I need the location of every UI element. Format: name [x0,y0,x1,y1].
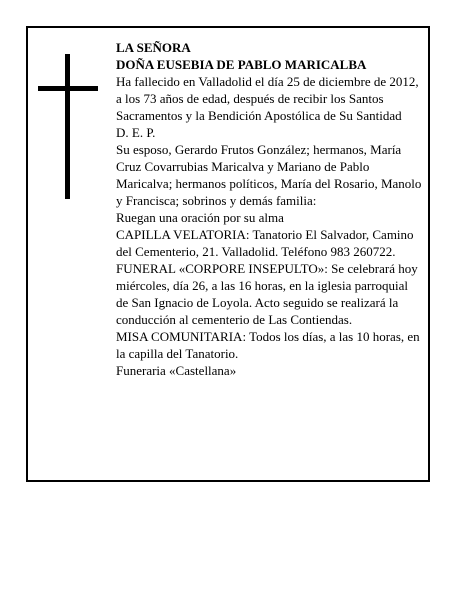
notice-title-name: DOÑA EUSEBIA DE PABLO MARICALBA [116,57,367,72]
family-list: Su esposo, Gerardo Frutos González; hermanos, María Cruz Covarrubias Maricalva y Mariano de Pablo Maricalva; hermanos políticos, María del Rosario, Manolo y Francisca; sobrinos y demás familia: [116,142,422,208]
notice-text [116,39,422,379]
rip-abbreviation: D. E. P. [116,125,156,140]
wake-chapel-info: CAPILLA VELATORIA: Tanatorio El Salvador, Camino del Cementerio, 21. Valladolid. Teléfono 983 260722. [116,227,414,259]
prayer-request: Ruegan una oración por su alma [116,210,284,225]
cross-vertical-bar [65,54,70,199]
obituary-notice [26,26,430,482]
death-announcement: Ha fallecido en Valladolid el día 25 de diciembre de 2012, a los 73 años de edad, después de recibir los Santos Sacramentos y la Bendición Apostólica de Su Santidad [116,74,419,123]
funeral-info: FUNERAL «CORPORE INSEPULTO»: Se celebrará hoy miércoles, día 26, a las 16 horas, en la iglesia parroquial de San Ignacio de Loyola. Acto seguido se realizará la conducción al cementerio de Las Contiendas. [116,261,418,327]
latin-cross-icon [38,54,98,199]
cross-horizontal-bar [38,86,98,91]
community-mass-info: MISA COMUNITARIA: Todos los días, a las 10 horas, en la capilla del Tanatorio. [116,329,420,361]
notice-title-honorific: LA SEÑORA [116,40,191,55]
funeral-home-name: Funeraria «Castellana» [116,363,237,378]
